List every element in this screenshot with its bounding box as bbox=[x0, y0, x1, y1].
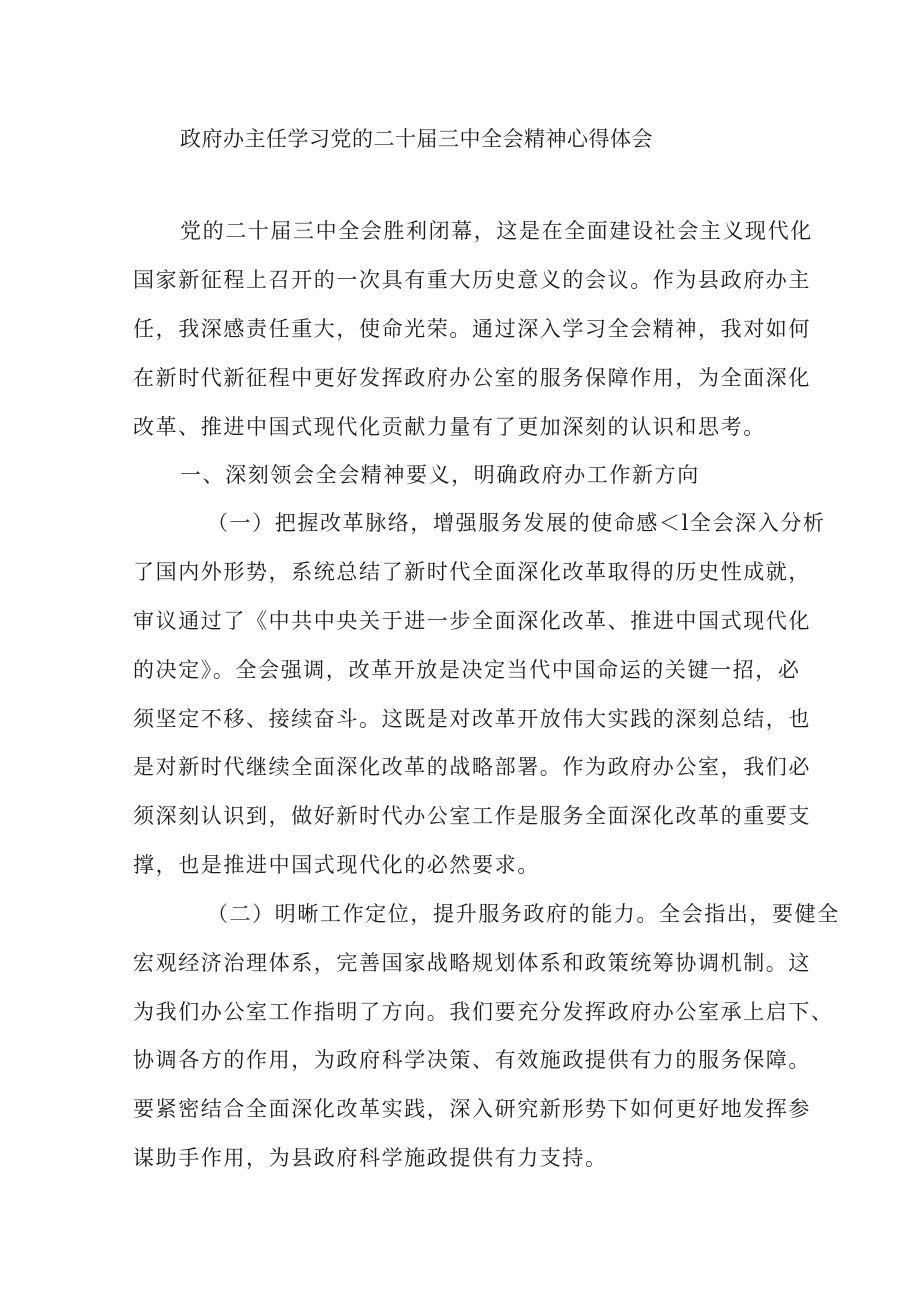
body-line: 党的二十届三中全会胜利闭幕，这是在全面建设社会主义现代化 bbox=[180, 219, 813, 243]
body-line: 要紧密结合全面深化改革实践，深入研究新形势下如何更好地发挥参 bbox=[133, 1097, 811, 1121]
body-line: 了国内外形势，系统总结了新时代全面深化改革取得的历史性成就， bbox=[133, 560, 811, 584]
body-line: 谋助手作用，为县政府科学施政提供有力支持。 bbox=[133, 1146, 608, 1170]
section-heading: 一、深刻领会全会精神要义，明确政府办工作新方向 bbox=[180, 463, 700, 487]
body-line: 为我们办公室工作指明了方向。我们要充分发挥政府办公室承上启下、 bbox=[133, 1000, 834, 1024]
body-line: 是对新时代继续全面深化改革的战略部署。作为政府办公室，我们必 bbox=[133, 755, 811, 779]
subsection-line: （二）明晰工作定位，提升服务政府的能力。全会指出，要健全 bbox=[207, 902, 840, 926]
body-line: 协调各方的作用，为政府科学决策、有效施政提供有力的服务保障。 bbox=[133, 1048, 811, 1072]
body-line: 撑，也是推进中国式现代化的必然要求。 bbox=[133, 853, 540, 877]
document-title: 政府办主任学习党的二十届三中全会精神心得体会 bbox=[180, 127, 653, 151]
body-line: 国家新征程上召开的一次具有重大历史意义的会议。作为县政府办主 bbox=[133, 268, 811, 292]
body-line: 审议通过了《中共中央关于进一步全面深化改革、推进中国式现代化 bbox=[133, 609, 811, 633]
body-line: 在新时代新征程中更好发挥政府办公室的服务保障作用，为全面深化 bbox=[133, 366, 811, 390]
body-line: 须坚定不移、接续奋斗。这既是对改革开放伟大实践的深刻总结，也 bbox=[133, 707, 811, 731]
body-line: 宏观经济治理体系，完善国家战略规划体系和政策统筹协调机制。这 bbox=[133, 951, 811, 975]
subsection-line: （一）把握改革脉络，增强服务发展的使命感＜l全会深入分析 bbox=[207, 511, 826, 535]
body-line: 改革、推进中国式现代化贡献力量有了更加深刻的认识和思考。 bbox=[133, 415, 766, 439]
body-line: 的决定》。全会强调，改革开放是决定当代中国命运的关键一招，必 bbox=[133, 658, 801, 682]
body-line: 须深刻认识到，做好新时代办公室工作是服务全面深化改革的重要支 bbox=[133, 804, 811, 828]
body-line: 任，我深感责任重大，使命光荣。通过深入学习全会精神，我对如何 bbox=[133, 317, 811, 341]
